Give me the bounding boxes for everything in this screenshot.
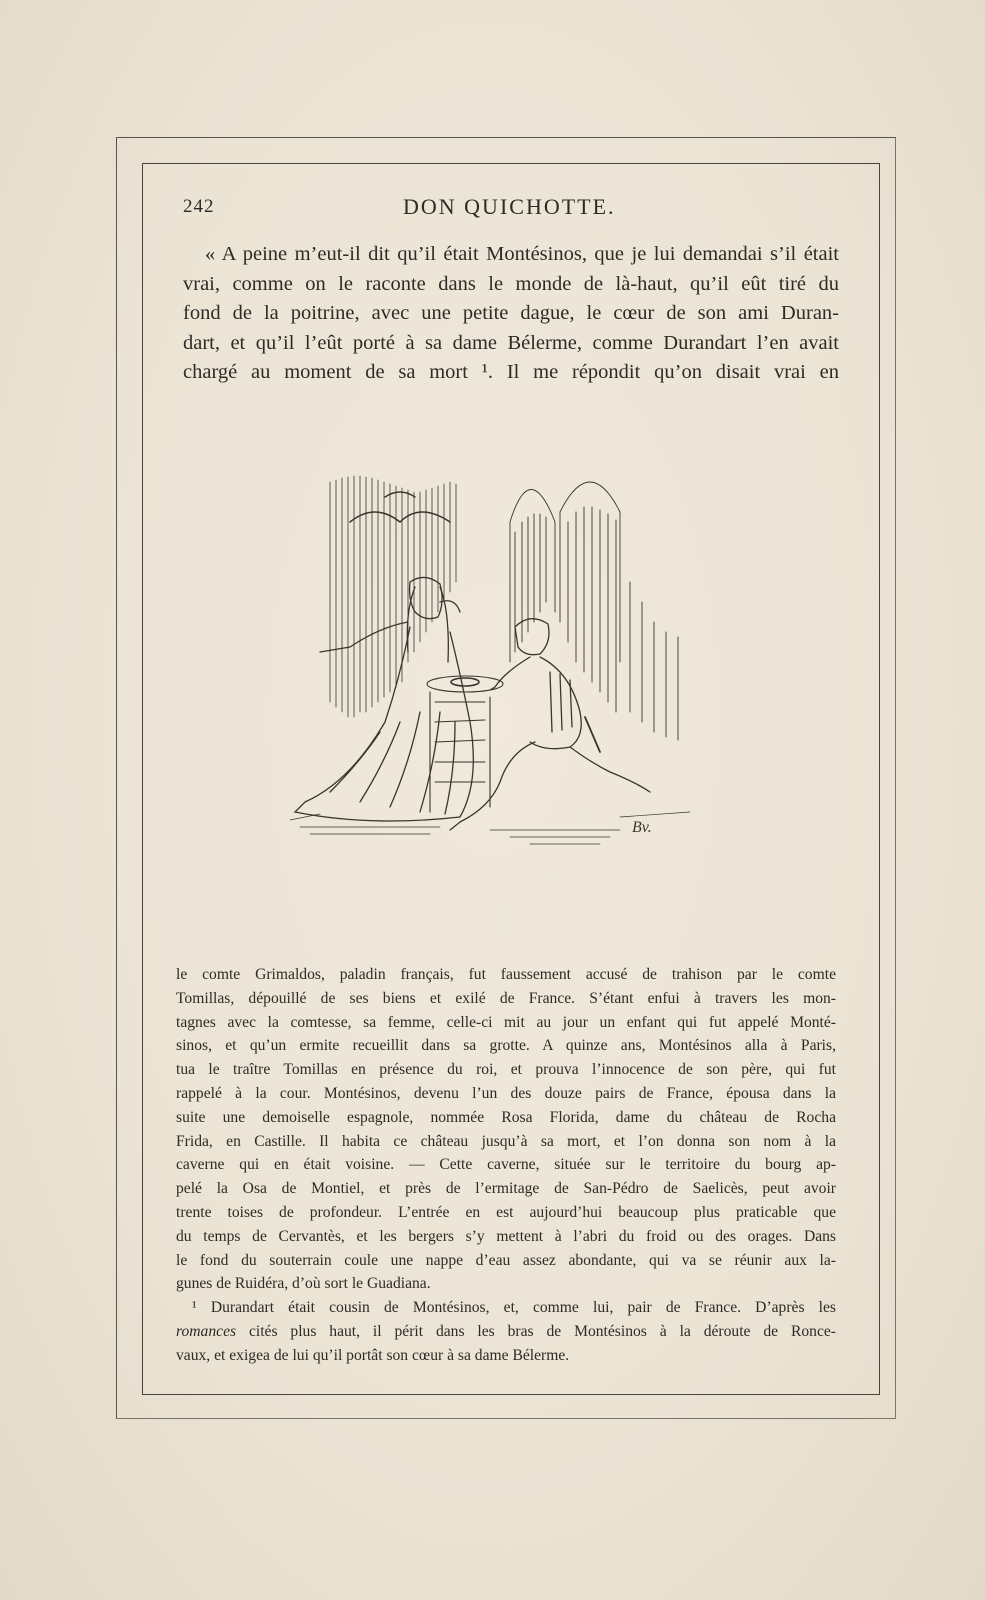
- artist-signature: Bv.: [632, 819, 652, 836]
- body-line: dart, et qu’il l’eût porté à sa dame Bélerme, comme Durandart l’en avait: [183, 331, 839, 354]
- note-line: Frida, en Castille. Il habita ce château jusqu’à sa mort, et l’on donna son nom à la: [176, 1132, 836, 1150]
- gothic-arches: [510, 482, 678, 740]
- floor-hatching: [290, 812, 690, 844]
- chair-back: [330, 476, 456, 717]
- note-line: tagnes avec la comtesse, sa femme, celle-ci mit au jour un enfant qui fut appelé Monté-: [176, 1013, 836, 1031]
- footnote-1-line: vaux, et exigea de lui qu’il portât son cœur à sa dame Bélerme.: [176, 1346, 570, 1364]
- note-line: tua le traître Tomillas en présence du roi, et prouva l’innocence de son père, qui fut: [176, 1061, 836, 1079]
- note-line: trente toises de profondeur. L’entrée en est aujourd’hui beaucoup plus praticable que: [176, 1203, 836, 1221]
- note-line: le comte Grimaldos, paladin français, fut faussement accusé de trahison par le comte: [176, 966, 836, 983]
- note-line: caverne qui en était voisine. — Cette caverne, située sur le territoire du bourg ap-: [176, 1156, 836, 1174]
- body-line: fond de la poitrine, avec une petite dague, le cœur de son ami Duran-: [183, 302, 839, 324]
- body-text: [183, 240, 839, 388]
- body-line: chargé au moment de sa mort ¹. Il me répondit qu’on disait vrai en: [183, 361, 839, 383]
- note-line: le fond du souterrain coule une nappe d’eau assez abondante, qui va se réunir aux la-: [176, 1251, 836, 1269]
- note-line: pelé la Osa de Montiel, et près de l’ermitage de San-Pédro de Saelicès, peut avoir: [176, 1180, 836, 1198]
- note-line: gunes de Ruidéra, d’où sort le Guadiana.: [176, 1275, 431, 1293]
- note-line: rappelé à la cour. Montésinos, devenu l’un des douze pairs de France, épousa dans la: [176, 1084, 836, 1102]
- note-line: Tomillas, dépouillé de ses biens et exilé de France. S’étant enfui à travers les mon-: [176, 989, 836, 1007]
- footnote-1-text: cités plus haut, il périt dans les bras de Montésinos à la déroute de Ronce-: [236, 1322, 836, 1340]
- running-title: DON QUICHOTTE.: [403, 194, 616, 219]
- footnote-1-line: [176, 1320, 836, 1344]
- body-line: « A peine m’eut-il dit qu’il était Montésinos, que je lui demandai s’il était: [205, 243, 839, 265]
- body-line: vrai, comme on le raconte dans le monde de là-haut, qu’il eût tiré du: [183, 272, 839, 295]
- note-line: suite une demoiselle espagnole, nommée Rosa Florida, dame du château de Rocha: [176, 1108, 836, 1126]
- note-line: du temps de Cervantès, et les bergers s’y mettent à l’abri du froid ou des orages. Dans: [176, 1227, 836, 1245]
- engraving-illustration: [290, 462, 700, 857]
- footnote-1-line: ¹ Durandart était cousin de Montésinos, et, comme lui, pair de France. D’après les: [192, 1299, 836, 1317]
- footnote-emphasis: romances: [176, 1322, 237, 1340]
- page-number: 242: [183, 196, 215, 217]
- note-line: sinos, et qu’un ermite recueillit dans sa grotte. A quinze ans, Montésinos alla à Paris,: [176, 1037, 836, 1055]
- footnotes: [176, 963, 836, 1368]
- running-head: [183, 194, 843, 224]
